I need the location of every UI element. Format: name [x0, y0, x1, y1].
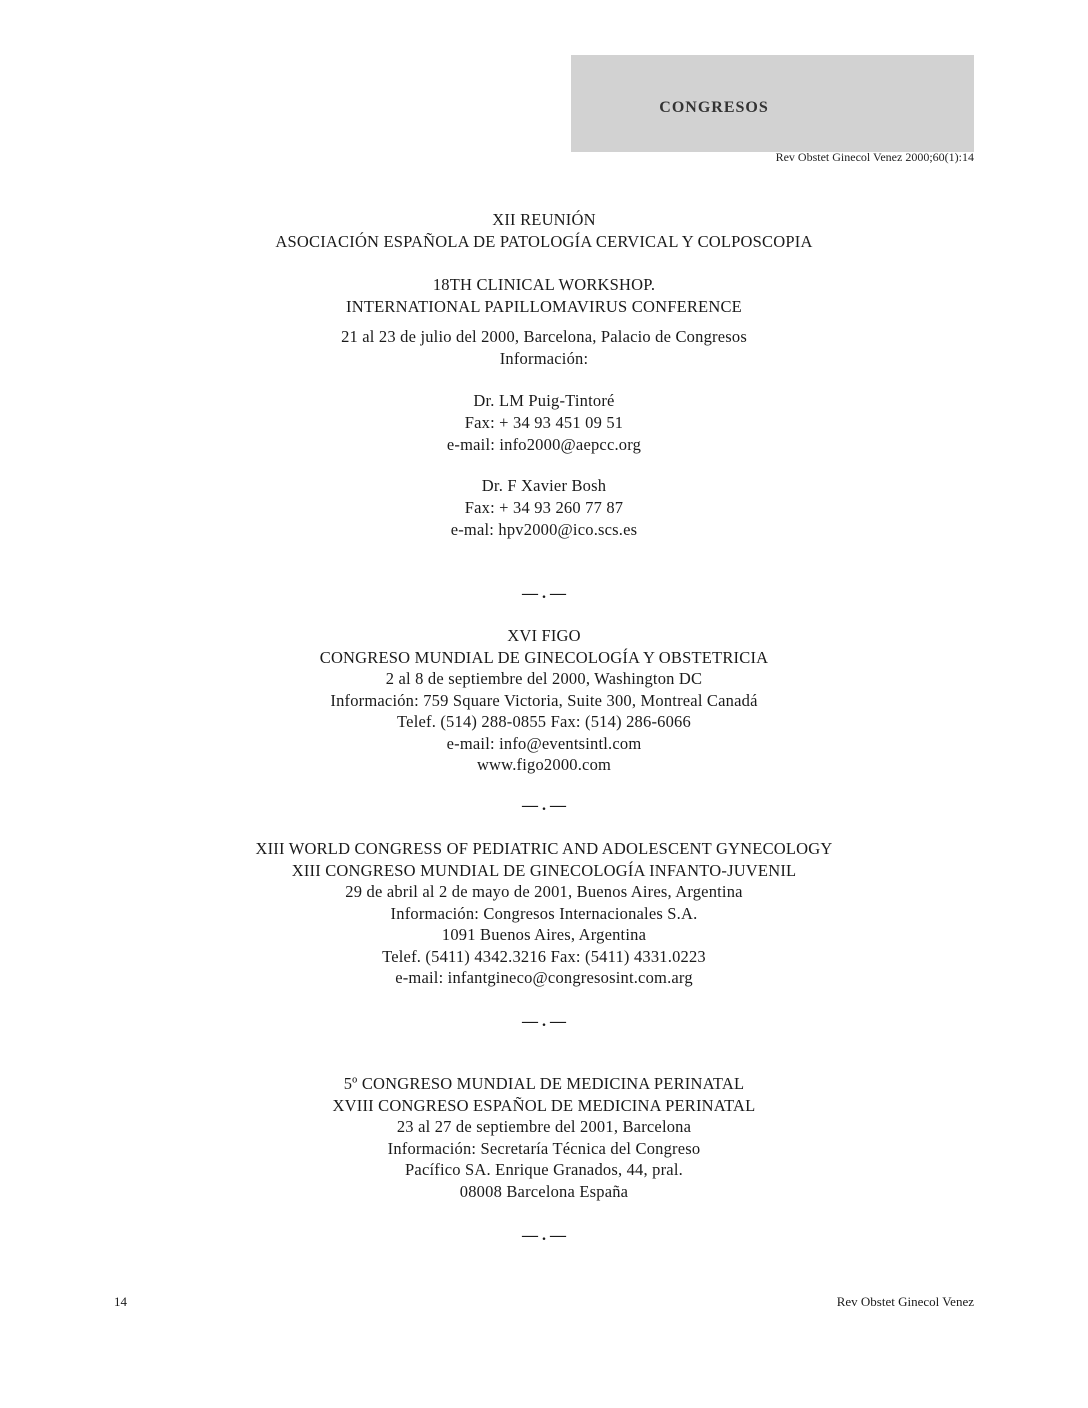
- event-1-title: XII REUNIÓN: [492, 210, 596, 229]
- separator-4: — . —: [522, 1227, 566, 1244]
- citation: Rev Obstet Ginecol Venez 2000;60(1):14: [775, 150, 974, 164]
- event-1-conference: INTERNATIONAL PAPILLOMAVIRUS CONFERENCE: [346, 297, 742, 316]
- separator-3: — . —: [522, 1013, 566, 1030]
- footer-journal: Rev Obstet Ginecol Venez: [836, 1294, 974, 1309]
- event-3-address: 1091 Buenos Aires, Argentina: [441, 925, 647, 944]
- event-2-date-place: 2 al 8 de septiembre del 2000, Washington DC: [385, 669, 703, 688]
- page-number: 14: [114, 1294, 127, 1309]
- contact-1-email: e-mail: info2000@aepcc.org: [446, 435, 642, 454]
- event-3-email: e-mail: infantgineco@congresosint.com.arg: [395, 968, 693, 987]
- event-1-workshop: 18TH CLINICAL WORKSHOP.: [432, 275, 656, 294]
- contact-2-name: Dr. F Xavier Bosh: [481, 476, 607, 495]
- contact-1-name: Dr. LM Puig-Tintoré: [473, 391, 615, 410]
- event-1-subtitle: ASOCIACIÓN ESPAÑOLA DE PATOLOGÍA CERVICAL Y COLPOSCOPIA: [275, 232, 813, 251]
- event-2-phone-fax: Telef. (514) 288-0855 Fax: (514) 286-6066: [397, 712, 691, 731]
- event-2-email: e-mail: info@eventsintl.com: [446, 734, 642, 753]
- event-1-date-place: 21 al 23 de julio del 2000, Barcelona, Palacio de Congresos: [341, 327, 747, 346]
- event-2-info: Información: 759 Square Victoria, Suite 300, Montreal Canadá: [330, 691, 758, 710]
- event-4-info: Información: Secretaría Técnica del Congreso: [387, 1139, 701, 1158]
- event-3-phone-fax: Telef. (5411) 4342.3216 Fax: (5411) 4331.0223: [382, 947, 706, 966]
- event-2-subtitle: CONGRESO MUNDIAL DE GINECOLOGÍA Y OBSTETRICIA: [319, 648, 769, 667]
- event-1-info-label: Información:: [499, 349, 589, 368]
- contact-1-fax: Fax: + 34 93 451 09 51: [464, 413, 624, 432]
- event-3-title: XIII WORLD CONGRESS OF PEDIATRIC AND ADOLESCENT GYNECOLOGY: [255, 839, 833, 858]
- separator-1: — . —: [522, 585, 566, 602]
- event-2-title: XVI FIGO: [507, 626, 581, 645]
- separator-2: — . —: [522, 797, 566, 814]
- event-3-date-place: 29 de abril al 2 de mayo de 2001, Buenos Aires, Argentina: [345, 882, 743, 901]
- event-4-subtitle: XVIII CONGRESO ESPAÑOL DE MEDICINA PERINATAL: [332, 1096, 756, 1115]
- event-4-date-place: 23 al 27 de septiembre del 2001, Barcelona: [396, 1117, 692, 1136]
- event-4-title: 5º CONGRESO MUNDIAL DE MEDICINA PERINATAL: [343, 1074, 745, 1093]
- event-3-info: Información: Congresos Internacionales S.A.: [390, 904, 698, 923]
- event-2-website: www.figo2000.com: [476, 755, 612, 774]
- section-title: CONGRESOS: [659, 99, 769, 116]
- event-3-subtitle: XIII CONGRESO MUNDIAL DE GINECOLOGÍA INFANTO-JUVENIL: [291, 861, 797, 880]
- contact-2-fax: Fax: + 34 93 260 77 87: [464, 498, 624, 517]
- contact-2-email: e-mal: hpv2000@ico.scs.es: [450, 520, 638, 539]
- event-4-address: Pacífico SA. Enrique Granados, 44, pral.: [405, 1160, 683, 1179]
- event-4-city: 08008 Barcelona España: [459, 1182, 629, 1201]
